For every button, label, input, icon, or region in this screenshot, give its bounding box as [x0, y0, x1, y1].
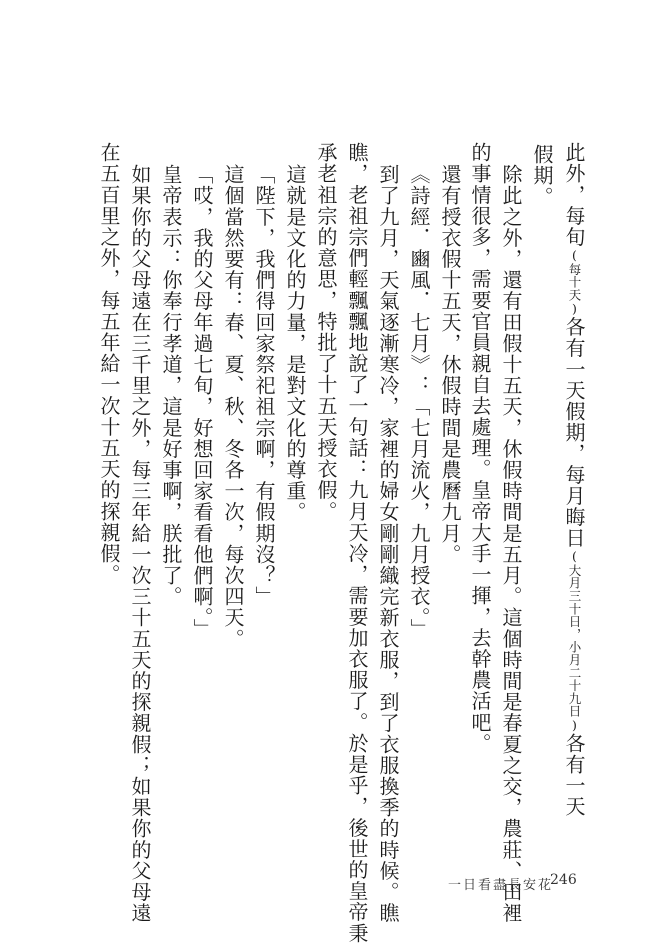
running-footer-title: 一日看盡長安花 — [448, 878, 554, 893]
text-column — [470, 142, 490, 754]
column-text: 這就是文化的力量，是對文化的尊重。 — [283, 164, 307, 523]
inline-annotation: (大月三十日，小月二十九日) — [567, 548, 582, 733]
text-column — [130, 164, 150, 924]
column-text: 《詩經．豳風．七月》：「七月流火，九月授衣。」 — [407, 164, 431, 640]
column-text: 「陛下，我們得回家祭祀祖宗啊，有假期沒？」 — [252, 164, 276, 608]
column-text: 各有一天假期，每月晦日 — [562, 316, 586, 549]
column-text: 瞧，老祖宗們輕飄飄地說了一句話：九月天冷，需要加衣服了。於是乎，後世的皇帝秉 — [345, 142, 369, 944]
text-column — [409, 164, 429, 639]
column-text: 「哎，我的父母年過七旬，好想回家看看他們啊。」 — [190, 164, 214, 640]
text-column — [347, 142, 367, 944]
column-text: 除此之外，還有田假十五天，休假時間是五月。這個時間是春夏之交，農莊、田裡 — [499, 164, 523, 924]
text-column — [285, 164, 305, 523]
text-column — [501, 164, 521, 924]
column-text: 這個當然要有：春、夏、秋、冬各一次，每次四天。 — [221, 164, 245, 650]
text-column — [223, 164, 243, 649]
column-text: 的事情很多，需要官員親自去處理。皇帝大手一揮，去幹農活吧。 — [468, 142, 492, 754]
column-text: 此外，每旬 — [562, 142, 586, 248]
column-text: 皇帝表示：你奉行孝道，這是好事啊，朕批了。 — [159, 164, 183, 608]
text-column — [564, 142, 584, 817]
column-text: 承老祖宗的意思，特批了十五天授衣假。 — [314, 142, 338, 522]
column-text: 還有授衣假十五天，休假時間是農曆九月。 — [438, 164, 462, 565]
column-text: 各有一天 — [562, 732, 586, 818]
inline-annotation: (每十天) — [567, 247, 582, 317]
page-number: 246 — [550, 872, 577, 888]
column-text: 到了九月，天氣逐漸寒冷，家裡的婦女剛剛織完新衣服，到了衣服換季的時候。瞧 — [376, 164, 400, 924]
text-column — [378, 164, 398, 924]
text-column — [254, 164, 274, 607]
column-text: 在五百里之外，每五年給一次十五天的探親假。 — [97, 142, 121, 586]
text-column — [440, 164, 460, 565]
text-column — [316, 142, 336, 522]
column-text: 如果你的父母遠在三千里之外，每三年給一次三十五天的探親假；如果你的父母遠 — [128, 164, 152, 924]
column-text: 假期。 — [530, 144, 554, 208]
text-column — [532, 144, 552, 207]
text-column — [99, 142, 119, 585]
text-column — [161, 164, 181, 607]
text-column — [192, 164, 212, 639]
